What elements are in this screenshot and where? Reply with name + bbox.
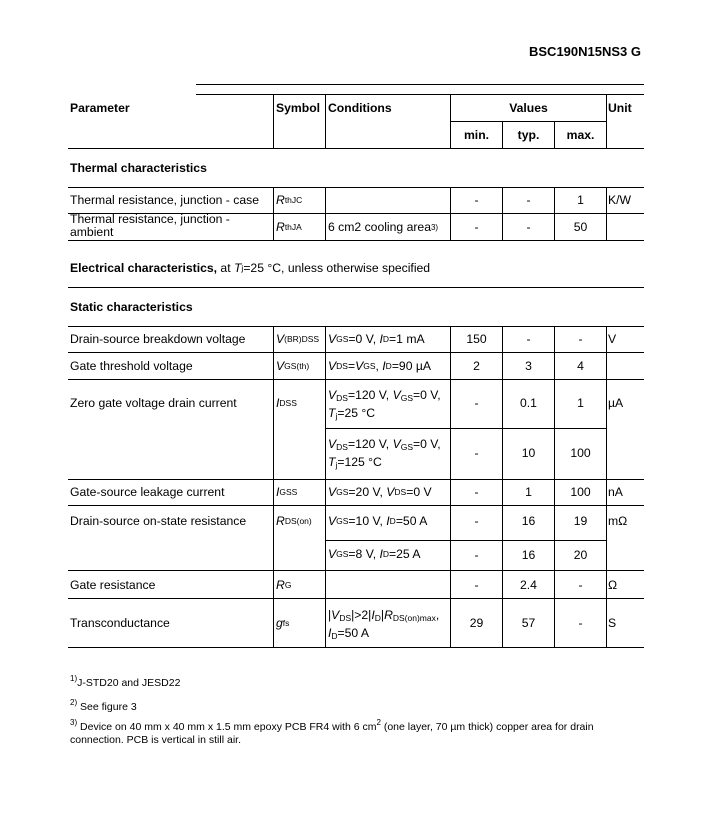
max-idss-1: 1 <box>577 395 584 410</box>
header-unit: Unit <box>608 101 632 115</box>
param-vbr: Drain-source breakdown voltage <box>70 332 246 346</box>
symbol-rdson: R DS(on) <box>276 513 312 528</box>
typ-idss-2: 10 <box>521 445 536 460</box>
typ-gfs: 57 <box>521 615 536 630</box>
unit-idss: µA <box>608 395 624 410</box>
symbol-vgsth: V GS(th) <box>276 358 310 373</box>
max-rthja: 50 <box>573 219 588 234</box>
param-gfs: Transconductance <box>70 615 170 630</box>
section-electrical: Electrical characteristics, at T j =25 °C, unless otherwise specified <box>70 260 431 275</box>
symbol-vbr: V (BR)DSS <box>276 332 320 346</box>
typ-rg: 2.4 <box>520 577 537 592</box>
param-idss: Zero gate voltage drain current <box>70 395 237 410</box>
min-rthja: - <box>474 219 479 234</box>
cond-igss: V GS =20 V, V DS =0 V <box>328 485 432 499</box>
footnote-1: $^{1)}$J-STD20 and JESD22 <box>70 674 181 689</box>
header-min: min. <box>463 127 490 142</box>
typ-igss: 1 <box>525 485 532 499</box>
unit-vbr: V <box>608 332 617 346</box>
section-static: Static characteristics <box>70 299 193 314</box>
symbol-rg: R G <box>276 577 292 592</box>
param-rthja: Thermal resistance, junction - ambient <box>70 212 230 239</box>
min-rthjc: - <box>474 193 479 207</box>
unit-rthjc: K/W <box>608 193 632 207</box>
max-vbr: - <box>578 332 583 346</box>
max-rg: - <box>578 577 583 592</box>
min-idss-2: - <box>474 445 479 460</box>
cond-vgsth: V DS = V GS , I D =90 µA <box>328 358 432 373</box>
min-igss: - <box>474 485 479 499</box>
max-rdson-1: 19 <box>573 513 588 528</box>
part-number: BSC190N15NS3 G <box>529 44 641 59</box>
min-gfs: 29 <box>469 615 484 630</box>
cond-vbr: V GS =0 V, I D =1 mA <box>328 332 425 346</box>
symbol-idss: I DSS <box>276 395 297 410</box>
min-idss-1: - <box>474 395 479 410</box>
footnote-3: $^{3)}$ Device on 40 mm x 40 mm x 1.5 mm epoxy PCB FR4 with 6 $cm^2$ (one layer, 70 µm thick) copper area for drain connection. PCB is vertical in still air. <box>70 718 594 746</box>
cond-rdson-2: V GS =8 V, I D =25 A <box>328 546 421 561</box>
typ-vbr: - <box>526 332 531 346</box>
cond-rthja: 6 cm2 cooling area 3) <box>328 219 439 234</box>
param-vgsth: Gate threshold voltage <box>70 358 193 373</box>
header-conditions: Conditions <box>328 101 392 115</box>
symbol-rthjc: R thJC <box>276 193 303 207</box>
cond-rdson-1: V GS =10 V, I D =50 A <box>328 513 428 528</box>
param-rthjc: Thermal resistance, junction - case <box>70 193 259 207</box>
param-rdson: Drain-source on-state resistance <box>70 513 247 528</box>
min-vbr: 150 <box>466 332 487 346</box>
typ-rdson-2: 16 <box>521 548 536 562</box>
header-max: max. <box>566 127 595 142</box>
header-symbol: Symbol <box>276 101 321 115</box>
cond-gfs: $|V_{DS}|>2|I_D|R_{DS(on)max}$, $I_D=50$ A <box>328 608 440 641</box>
header-values: Values <box>509 100 548 115</box>
footnote-2: $^{2)}$ See figure 3 <box>70 698 137 713</box>
unit-rdson: mΩ <box>608 513 628 528</box>
typ-rthja: - <box>526 219 531 234</box>
max-rthjc: 1 <box>577 193 584 207</box>
max-idss-2: 100 <box>570 445 591 460</box>
max-igss: 100 <box>570 485 591 499</box>
unit-rg: Ω <box>608 577 618 592</box>
param-rg: Gate resistance <box>70 577 156 592</box>
min-rg: - <box>474 577 479 592</box>
param-igss: Gate-source leakage current <box>70 485 225 499</box>
cond-idss-2: $V_{DS}=120$ V, $V_{GS}=0$ V, $T_j=125$ °C <box>328 437 441 470</box>
min-rdson-2: - <box>474 548 479 562</box>
section-thermal: Thermal characteristics <box>70 160 207 175</box>
typ-vgsth: 3 <box>525 358 532 373</box>
header-typ: typ. <box>517 127 540 142</box>
typ-idss-1: 0.1 <box>520 395 537 410</box>
typ-rdson-1: 16 <box>521 513 536 528</box>
min-vgsth: 2 <box>473 358 480 373</box>
symbol-igss: I GSS <box>276 485 298 499</box>
unit-gfs: S <box>608 615 617 630</box>
unit-igss: nA <box>608 485 623 499</box>
symbol-rthja: R thJA <box>276 219 302 234</box>
typ-rthjc: - <box>526 193 531 207</box>
symbol-gfs: g fs <box>276 615 290 630</box>
max-vgsth: 4 <box>577 358 584 373</box>
max-rdson-2: 20 <box>573 548 588 562</box>
min-rdson-1: - <box>474 513 479 528</box>
header-parameter: Parameter <box>70 101 130 115</box>
cond-idss-1: $V_{DS}=120$ V, $V_{GS}=0$ V, $T_j=25$ °C <box>328 388 441 421</box>
max-gfs: - <box>578 615 583 630</box>
